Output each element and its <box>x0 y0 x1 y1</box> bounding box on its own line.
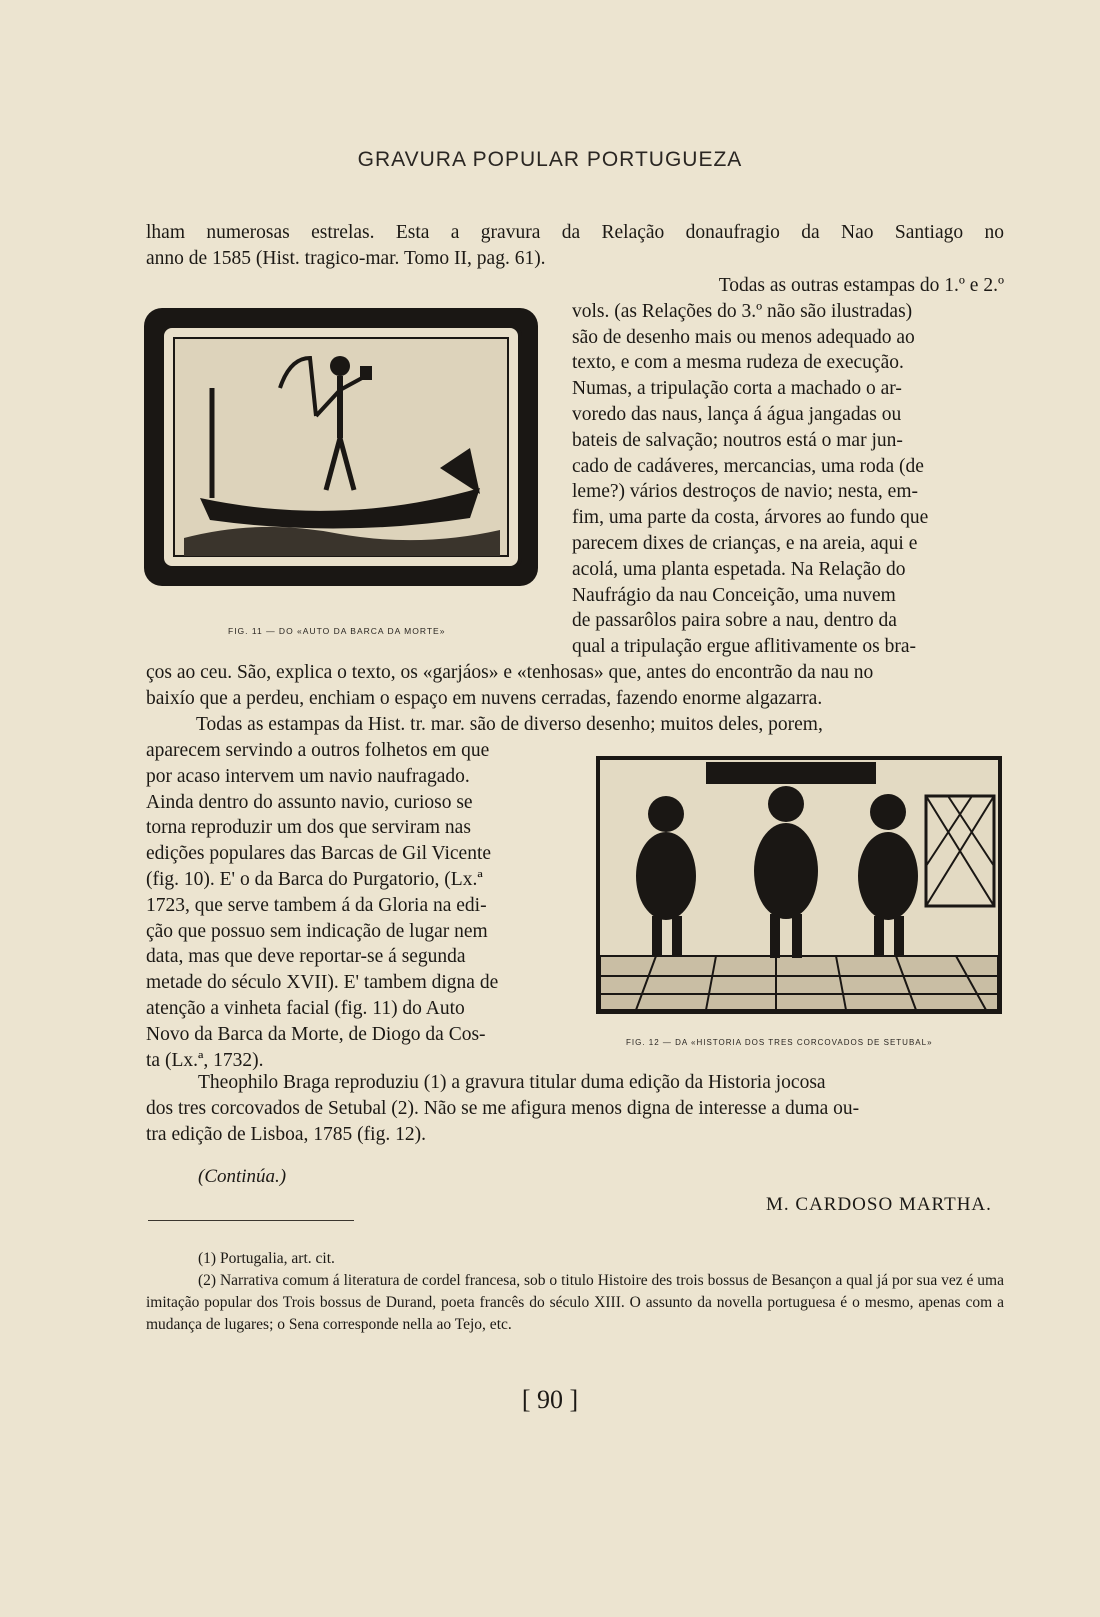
text-line: aparecem servindo a outros folhetos em que <box>146 740 490 761</box>
text-line: qual a tripulação ergue aflitivamente os bra- <box>572 636 916 658</box>
text-line: 1723, que serve tambem á da Gloria na edi- <box>146 894 487 916</box>
figure-12-engraving <box>596 756 1002 1014</box>
author-signature: M. CARDOSO MARTHA. <box>766 1194 992 1215</box>
text-line: por acaso intervem um navio naufragado. <box>146 765 470 787</box>
text-line: de passarôlos paira sobre a nau, dentro da <box>572 610 897 632</box>
figure-12-caption: FIG. 12 — DA «HISTORIA DOS TRES CORCOVADOS DE SETUBAL» <box>626 1038 933 1047</box>
footnote-1: (1) Portugalia, art. cit. <box>198 1250 335 1267</box>
text-line: Numas, a tripulação corta a machado o ar- <box>572 378 902 400</box>
footnote-2: (2) Narrativa comum á literatura de cordel francesa, sob o titulo Histoire des trois bossus de Besançon a qual já por sua vez é uma imitação popular dos Trois bossus de Durand, poeta francês do século XIII. O assunto da novella portuguesa é o mesmo, apenas com a mudança de lugares; o Sena corresponde nella ao Tejo, etc. <box>146 1272 1004 1333</box>
text-line: atenção a vinheta facial (fig. 11) do Auto <box>146 997 465 1019</box>
figure-11-engraving <box>140 298 542 598</box>
text-line: dos tres corcovados de Setubal (2). Não se me afigura menos digna de interesse a duma ou- <box>146 1097 860 1119</box>
paragraph-2-column <box>572 273 1004 660</box>
text-line: Todas as estampas da Hist. tr. mar. são de diverso desenho; muitos deles, porem, <box>196 714 823 735</box>
text-line: lham numerosas estrelas. Esta a gravura da Relação donaufragio da Nao Santiago no <box>146 222 1004 243</box>
text-line: texto, e com a mesma rudeza de execução. <box>572 352 904 374</box>
text-line: Naufrágio da nau Conceição, uma nuvem <box>572 584 896 606</box>
text-line: leme?) vários destroços de navio; nesta, em- <box>572 481 919 503</box>
text-line: voredo das naus, lança á água jangadas ou <box>572 403 902 425</box>
text-line: Todas as outras estampas do 1.º e 2.º <box>718 275 1004 296</box>
paragraph-1 <box>146 220 1004 272</box>
text-line: metade do século XVII). E' tambem digna de <box>146 972 499 994</box>
text-line: bateis de salvação; noutros está o mar jun- <box>572 429 903 451</box>
text-line: ços ao ceu. São, explica o texto, os «garjáos» e «tenhosas» que, antes do encontrão da nau no <box>146 662 874 683</box>
paragraph-3-column <box>146 738 570 1073</box>
text-line: tra edição de Lisboa, 1785 (fig. 12). <box>146 1123 426 1145</box>
text-line: ta (Lx.ª, 1732). <box>146 1049 264 1071</box>
text-line: data, mas que deve reportar-se á segunda <box>146 946 466 968</box>
text-line: acolá, uma planta espetada. Na Relação do <box>572 558 906 580</box>
figure-11-caption: FIG. 11 — DO «AUTO DA BARCA DA MORTE» <box>228 626 446 636</box>
text-line: Ainda dentro do assunto navio, curioso se <box>146 791 473 813</box>
paragraph-4 <box>146 1070 1004 1147</box>
tres-corcovados-illustration <box>596 756 1002 1014</box>
text-line: anno de 1585 (Hist. tragico-mar. Tomo II, pag. 61). <box>146 247 546 269</box>
text-line: (fig. 10). E' o da Barca do Purgatorio, (Lx.ª <box>146 868 483 890</box>
paragraph-2-full <box>146 660 1004 712</box>
paragraph-3-first-line <box>196 712 1004 738</box>
barca-da-morte-illustration <box>140 298 542 598</box>
text-line: Novo da Barca da Morte, de Diogo da Cos- <box>146 1023 486 1045</box>
text-line: baixío que a perdeu, enchiam o espaço em nuvens cerradas, fazendo enorme algazarra. <box>146 687 823 709</box>
text-line: vols. (as Relações do 3.º não são ilustradas) <box>572 300 913 322</box>
text-line: parecem dixes de crianças, e na areia, aqui e <box>572 532 918 554</box>
footnote-divider <box>148 1220 354 1221</box>
text-line: cado de cadáveres, mercancias, uma roda (de <box>572 455 924 477</box>
text-line: Theophilo Braga reproduziu (1) a gravura titular duma edição da Historia jocosa <box>198 1072 826 1093</box>
text-line: são de desenho mais ou menos adequado ao <box>572 326 915 348</box>
running-title: GRAVURA POPULAR PORTUGUEZA <box>357 148 743 171</box>
continua-note: (Continúa.) <box>198 1166 287 1187</box>
text-line: ção que possuo sem indicação de lugar nem <box>146 920 488 942</box>
text-line: edições populares das Barcas de Gil Vicente <box>146 843 492 865</box>
page-number: [ 90 ] <box>521 1385 579 1414</box>
text-line: fim, uma parte da costa, árvores ao fundo que <box>572 507 929 529</box>
text-line: torna reproduzir um dos que serviram nas <box>146 817 471 839</box>
